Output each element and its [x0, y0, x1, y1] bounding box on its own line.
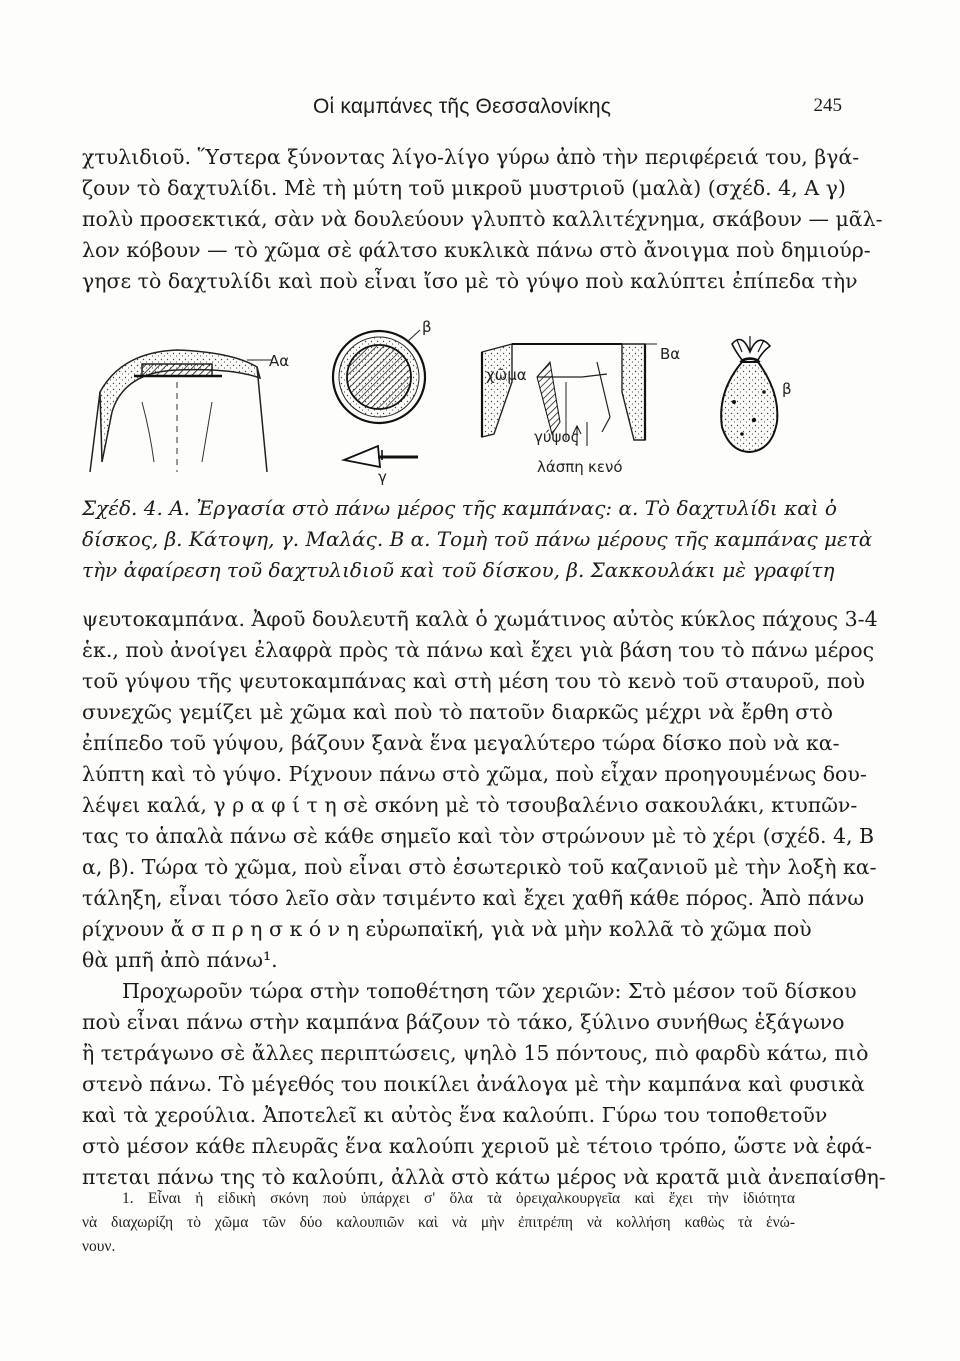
text-line: α, β). Τώρα τὸ χῶμα, ποὺ εἶναι στὸ ἐσωτερικὸ τοῦ καζανιοῦ μὲ τὴν λοξὴ κα-: [82, 855, 877, 879]
drawing-a-alpha: [90, 350, 272, 472]
text-line: καὶ τὰ χερούλια. Ἀποτελεῖ κι αὐτὸς ἕνα καλούπι. Γύρω του τοποθετοῦν: [82, 1103, 828, 1127]
text-line: συνεχῶς γεμίζει μὲ χῶμα καὶ ποὺ τὸ πατοῦν διαρκῶς μέχρι νὰ ἔρθη στὸ: [82, 700, 833, 724]
text-line: τας το ἁπαλὰ πάνω σὲ κάθε σημεῖο καὶ τὸν στρώνουν μὲ τὸ χέρι (σχέδ. 4, Β: [82, 824, 875, 848]
text-line: λον κόβουν — τὸ χῶμα σὲ φάλτσο κυκλικὰ πάνω στὸ ἄνοιγμα ποὺ δημιούρ-: [82, 238, 871, 262]
label-void: κενό: [588, 458, 623, 476]
figure-4: [82, 318, 795, 486]
figure-caption: [82, 493, 873, 586]
text-line: θὰ μπῆ ἀπὸ πάνω¹.: [82, 948, 278, 972]
caption-line: τὴν ἀφαίρεση τοῦ δαχτυλιδιοῦ καὶ τοῦ δίσκου, β. Σακκουλάκι μὲ γραφίτη: [82, 558, 835, 582]
paragraph-2: [82, 604, 886, 1193]
text-line: λύπτη καὶ τὸ γύψο. Ρίχνουν πάνω στὸ χῶμα, ποὺ εἶχαν προηγουμένως δου-: [82, 762, 867, 786]
text-line: ἢ τετράγωνο σὲ ἄλλες περιπτώσεις, ψηλὸ 15 πόντους, πιὸ φαρδὺ κάτω, πιὸ: [82, 1041, 869, 1065]
label-beta-sack: β: [782, 380, 792, 398]
text-line: λέψει καλά, γ ρ α φ ί τ η σὲ σκόνη μὲ τὸ τσουβαλένιο σακουλάκι, κτυπῶν-: [82, 793, 858, 817]
text-line: τάληξη, εἶναι τόσο λεῖο σὰν τσιμέντο καὶ ἔχει χαθῆ κάθε πόρος. Ἀπὸ πάνω: [82, 886, 865, 910]
label-a-alpha: Αα: [269, 352, 290, 370]
text-line: ἑκ., ποὺ ἀνοίγει ἐλαφρὰ πρὸς τὰ πάνω καὶ ἔχει γιὰ βάση του τὸ πάνω μέρος: [82, 638, 875, 662]
text-line: πολὺ προσεκτικά, σὰν νὰ δουλεύουν γλυπτὸ καλλιτέχνημα, σκάβουν — μᾶλ-: [82, 207, 883, 231]
text-line: γησε τὸ δαχτυλίδι καὶ ποὺ εἶναι ἴσο μὲ τὸ γύψο ποὺ καλύπτει ἐπίπεδα τὴν: [82, 269, 858, 293]
footnote-line: νὰ διαχωρίζη τὸ χῶμα τῶν δύο καλουπιῶν καὶ νὰ μὴν ἐπιτρέπη νὰ κολλήση καθὼς τὰ ἑνώ-: [82, 1214, 795, 1231]
paragraph-1: [82, 142, 883, 297]
text-line: ρίχνουν ἄ σ π ρ η σ κ ό ν η εὐρωπαϊκή, γιὰ νὰ μὴν κολλᾶ τὸ χῶμα ποὺ: [82, 917, 812, 941]
label-b-alpha: Βα: [660, 345, 681, 363]
text-line: ψευτοκαμπάνα. Ἀφοῦ δουλευτῆ καλὰ ὁ χωμάτινος αὐτὸς κύκλος πάχους 3-4: [82, 607, 878, 631]
label-plaster: λάσπη: [537, 458, 584, 476]
text-line: τοῦ γύψου τῆς ψευτοκαμπάνας καὶ στὴ μέση του τὸ κενὸ τοῦ σταυροῦ, ποὺ: [82, 669, 865, 693]
caption-line: δίσκος, β. Κάτοψη, γ. Μαλάς. Β α. Τομὴ τοῦ πάνω μέρους τῆς καμπάνας μετὰ: [82, 527, 873, 551]
drawing-trowel: [344, 446, 418, 467]
page-number: 245: [813, 95, 842, 116]
running-title: Οἱ καμπάνες τῆς Θεσσαλονίκης: [312, 95, 612, 118]
text-line: Προχωροῦν τώρα στὴν τοποθέτηση τῶν χεριῶν: Στὸ μέσον τοῦ δίσκου: [122, 979, 857, 1003]
text-line: ζουν τὸ δαχτυλίδι. Μὲ τὴ μύτη τοῦ μικροῦ μυστριοῦ (μαλὰ) (σχέδ. 4, Α γ): [82, 176, 846, 200]
figure-4-drawings: [82, 318, 795, 486]
footnote: [82, 1187, 795, 1259]
drawing-plan-view: [333, 330, 425, 423]
text-line: ποὺ εἶναι πάνω στὴν καμπάνα βάζουν τὸ τάκο, ξύλινο συνήθως ἑξάγωνο: [82, 1010, 845, 1034]
label-gypsum: γύψος: [534, 428, 580, 446]
footnote-line: 1. Εἶναι ἡ εἰδικὴ σκόνη ποὺ ὑπάρχει σ' ὅλα τὰ ὀρειχαλκουργεῖα καὶ ἔχει τὴν ἰδιότητα: [122, 1190, 795, 1207]
text-line: πτεται πάνω της τὸ καλούπι, ἀλλὰ στὸ κάτω μέρος νὰ κρατᾶ μιὰ ἀνεπαίσθη-: [82, 1165, 886, 1189]
text-line: ἐπίπεδο τοῦ γύψου, βάζουν ξανὰ ἕνα μεγαλύτερο τώρα δίσκο ποὺ νὰ κα-: [82, 731, 840, 755]
label-gamma-trowel: γ: [378, 468, 387, 486]
text-line: στενὸ πάνω. Τὸ μέγεθός του ποικίλει ἀνάλογα μὲ τὴν καμπάνα καὶ φυσικὰ: [82, 1072, 865, 1096]
caption-line: Σχέδ. 4. Α. Ἐργασία στὸ πάνω μέρος τῆς καμπάνας: α. Τὸ δαχτυλίδι καὶ ὁ: [82, 496, 837, 520]
footnote-line: νουν.: [82, 1238, 116, 1255]
drawing-graphite-sack: [721, 336, 777, 452]
text-line: στὸ μέσον κάθε πλευρᾶς ἕνα καλούπι χεριοῦ μὲ τέτοιο τρόπο, ὥστε νὰ ἐφά-: [82, 1134, 872, 1158]
running-head: [82, 95, 842, 125]
label-beta-plan: β: [422, 318, 432, 336]
text-line: χτυλιδιοῦ. Ὕστερα ξύνοντας λίγο-λίγο γύρω ἀπὸ τὴν περιφέρειά του, βγά-: [82, 145, 860, 169]
label-soil: χῶμα: [486, 366, 527, 384]
